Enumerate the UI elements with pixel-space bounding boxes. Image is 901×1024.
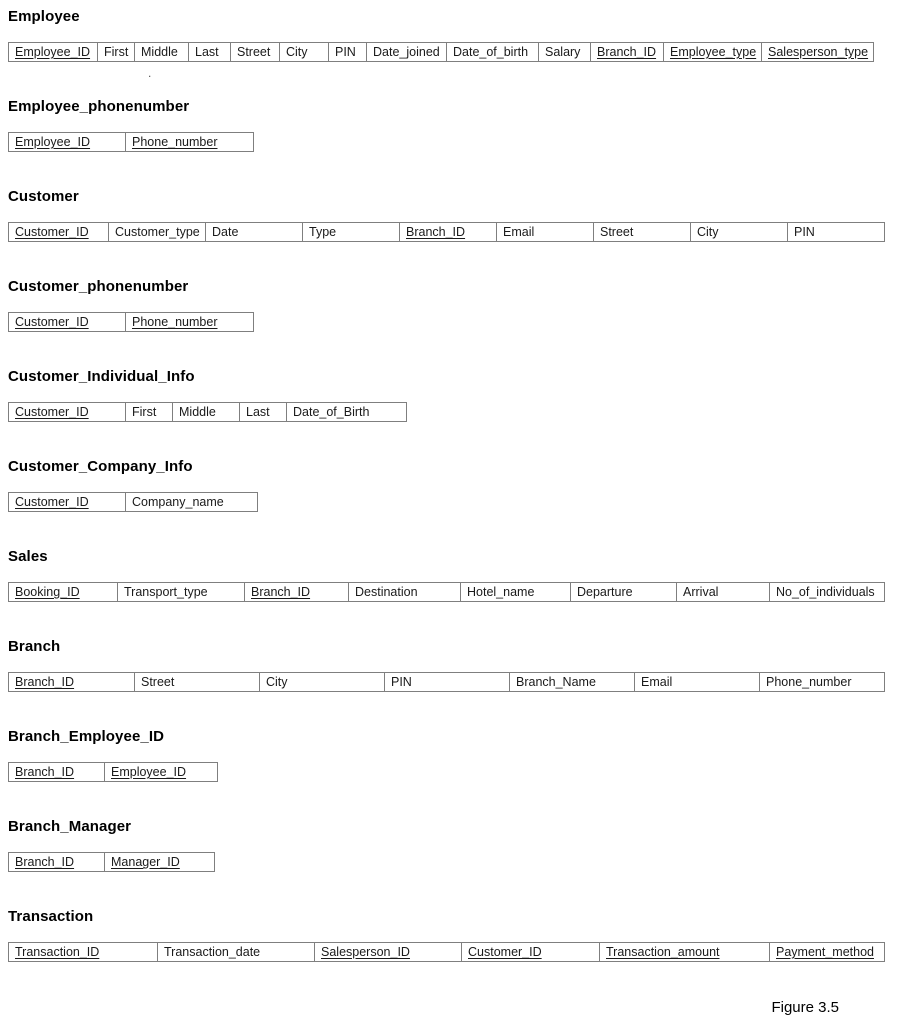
table-customer-individual-info — [8, 368, 901, 422]
table-row — [8, 42, 901, 62]
col-city: City — [691, 222, 788, 242]
col-employee-id: Employee_ID — [105, 762, 218, 782]
col-payment-method: Payment_method — [770, 942, 885, 962]
col-pin: PIN — [329, 42, 367, 62]
col-branch-id: Branch_ID — [8, 762, 105, 782]
table-title-employee: Employee — [8, 8, 80, 25]
col-first: First — [98, 42, 135, 62]
table-row — [8, 222, 901, 242]
table-title-customer-company-info: Customer_Company_Info — [8, 458, 193, 475]
table-row — [8, 582, 901, 602]
col-first: First — [126, 402, 173, 422]
table-title-sales: Sales — [8, 548, 48, 565]
figure-caption: Figure 3.5 — [771, 999, 839, 1016]
table-employee-phonenumber — [8, 98, 901, 152]
table-customer-phonenumber — [8, 278, 901, 332]
col-middle: Middle — [173, 402, 240, 422]
col-employee-id: Employee_ID — [8, 132, 126, 152]
col-transaction-id: Transaction_ID — [8, 942, 158, 962]
table-branch — [8, 638, 901, 692]
col-destination: Destination — [349, 582, 461, 602]
col-customer-id: Customer_ID — [8, 492, 126, 512]
col-manager-id: Manager_ID — [105, 852, 215, 872]
col-email: Email — [497, 222, 594, 242]
table-title-branch: Branch — [8, 638, 61, 655]
col-street: Street — [231, 42, 280, 62]
col-branch-id: Branch_ID — [8, 672, 135, 692]
col-salary: Salary — [539, 42, 591, 62]
stray-mark: . — [148, 66, 152, 80]
table-title-customer: Customer — [8, 188, 79, 205]
col-hotel-name: Hotel_name — [461, 582, 571, 602]
col-middle: Middle — [135, 42, 189, 62]
col-pin: PIN — [788, 222, 885, 242]
col-branch-id: Branch_ID — [8, 852, 105, 872]
col-type: Type — [303, 222, 400, 242]
col-customer-id: Customer_ID — [8, 402, 126, 422]
col-branch-id: Branch_ID — [245, 582, 349, 602]
col-branch-id: Branch_ID — [400, 222, 497, 242]
table-title-customer-phonenumber: Customer_phonenumber — [8, 278, 189, 295]
col-phone-number: Phone_number — [760, 672, 885, 692]
col-street: Street — [135, 672, 260, 692]
col-date-of-birth: Date_of_Birth — [287, 402, 407, 422]
col-departure: Departure — [571, 582, 677, 602]
col-pin: PIN — [385, 672, 510, 692]
table-title-customer-individual-info: Customer_Individual_Info — [8, 368, 195, 385]
col-last: Last — [240, 402, 287, 422]
col-city: City — [260, 672, 385, 692]
col-customer-id: Customer_ID — [8, 222, 109, 242]
col-salesperson-type: Salesperson_type — [762, 42, 874, 62]
col-date-joined: Date_joined — [367, 42, 447, 62]
col-customer-type: Customer_type — [109, 222, 206, 242]
col-employee-type: Employee_type — [664, 42, 762, 62]
table-title-employee-phonenumber: Employee_phonenumber — [8, 98, 190, 115]
table-row — [8, 132, 901, 152]
col-company-name: Company_name — [126, 492, 258, 512]
table-transaction — [8, 908, 901, 962]
table-row — [8, 942, 901, 962]
col-transaction-date: Transaction_date — [158, 942, 315, 962]
table-title-branch-employee-id: Branch_Employee_ID — [8, 728, 165, 745]
table-row — [8, 762, 901, 782]
col-branch-name: Branch_Name — [510, 672, 635, 692]
col-booking-id: Booking_ID — [8, 582, 118, 602]
table-row — [8, 492, 901, 512]
col-branch-id: Branch_ID — [591, 42, 664, 62]
col-transaction-amount: Transaction_amount — [600, 942, 770, 962]
col-customer-id: Customer_ID — [462, 942, 600, 962]
col-no-of-individuals: No_of_individuals — [770, 582, 885, 602]
col-transport-type: Transport_type — [118, 582, 245, 602]
table-row — [8, 312, 901, 332]
table-row — [8, 852, 901, 872]
col-street: Street — [594, 222, 691, 242]
col-date: Date — [206, 222, 303, 242]
col-employee-id: Employee_ID — [8, 42, 98, 62]
table-sales — [8, 548, 901, 602]
col-date-of-birth: Date_of_birth — [447, 42, 539, 62]
table-customer-company-info — [8, 458, 901, 512]
col-phone-number: Phone_number — [126, 132, 254, 152]
col-customer-id: Customer_ID — [8, 312, 126, 332]
col-last: Last — [189, 42, 231, 62]
col-email: Email — [635, 672, 760, 692]
col-city: City — [280, 42, 329, 62]
table-row — [8, 402, 901, 422]
table-row — [8, 672, 901, 692]
col-salesperson-id: Salesperson_ID — [315, 942, 462, 962]
table-title-transaction: Transaction — [8, 908, 94, 925]
table-title-branch-manager: Branch_Manager — [8, 818, 132, 835]
col-phone-number: Phone_number — [126, 312, 254, 332]
table-branch-employee-id — [8, 728, 901, 782]
table-customer — [8, 188, 901, 242]
table-branch-manager — [8, 818, 901, 872]
col-arrival: Arrival — [677, 582, 770, 602]
table-employee — [8, 8, 901, 62]
